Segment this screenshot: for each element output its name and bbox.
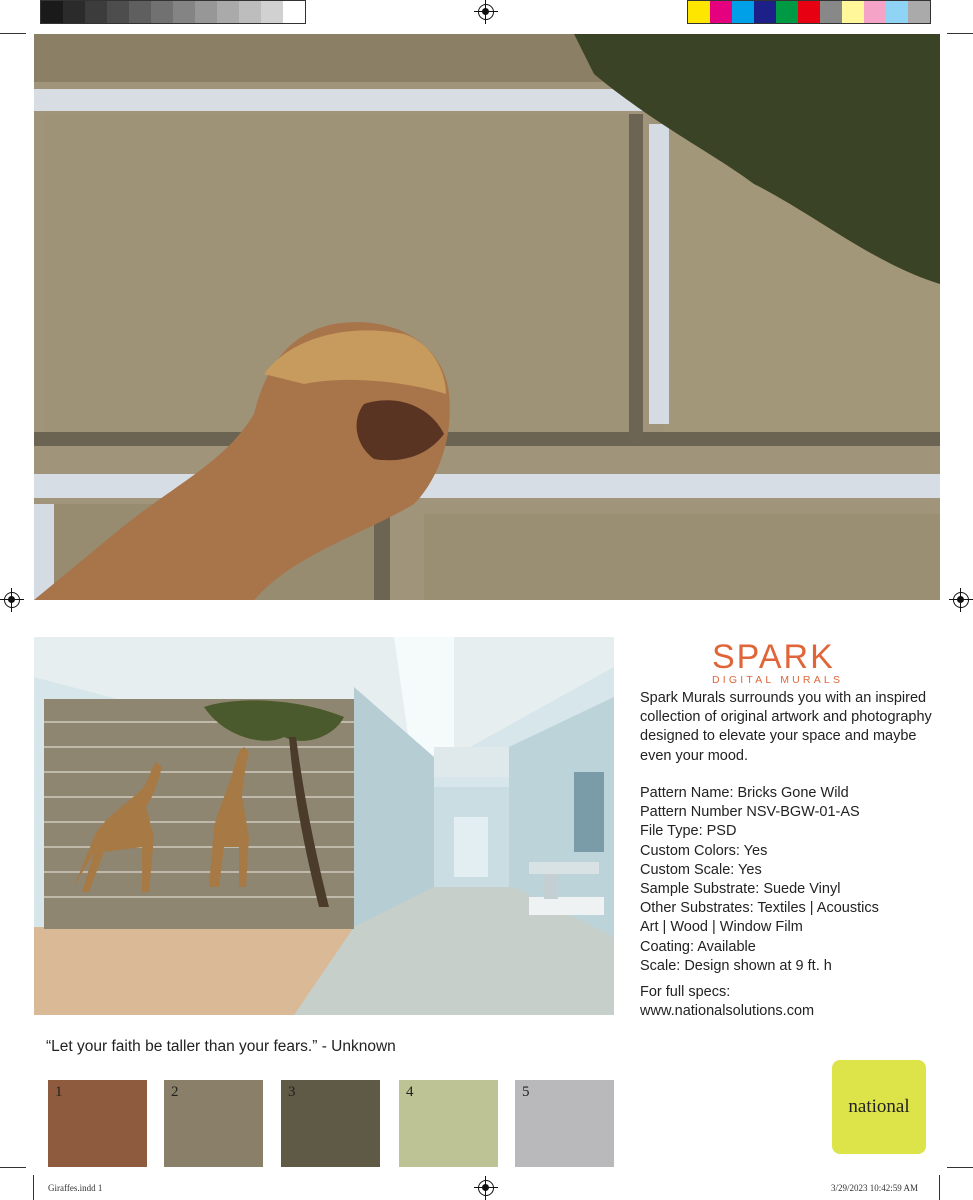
color-patch — [886, 1, 908, 23]
color-patch — [776, 1, 798, 23]
color-patch — [908, 1, 930, 23]
spec-line: Custom Scale: Yes — [640, 861, 762, 878]
footer-filename: Giraffes.indd 1 — [48, 1183, 103, 1193]
color-patch — [732, 1, 754, 23]
crop-mark — [0, 33, 26, 34]
national-logo — [832, 1060, 926, 1154]
spec-line: File Type: PSD — [640, 823, 737, 840]
swatch-number: 3 — [288, 1084, 296, 1100]
grayscale-patch — [195, 1, 217, 23]
registration-mark-icon — [478, 1180, 494, 1196]
grayscale-patch — [63, 1, 85, 23]
intro-paragraph: Spark Murals surrounds you with an inspired collection of original artwork and photography designed to elevate your space and maybe even your mood. — [640, 690, 932, 764]
color-patch — [820, 1, 842, 23]
grayscale-patch — [41, 1, 63, 23]
spec-line: Custom Colors: Yes — [640, 842, 768, 859]
national-wordmark: national — [848, 1096, 910, 1117]
spec-line: Art | Wood | Window Film — [640, 919, 803, 936]
spark-logo — [712, 640, 852, 686]
swatch-number: 4 — [406, 1084, 414, 1100]
color-patch — [754, 1, 776, 23]
color-swatch-2 — [164, 1080, 263, 1167]
crop-mark — [947, 1167, 973, 1168]
swatch-number: 5 — [522, 1084, 530, 1100]
registration-mark-icon — [4, 592, 20, 608]
color-patch — [842, 1, 864, 23]
color-swatch-3 — [281, 1080, 380, 1167]
grayscale-patch — [283, 1, 305, 23]
crop-mark — [0, 1167, 26, 1168]
spec-line: Pattern Number NSV-BGW-01-AS — [640, 804, 860, 821]
spec-line: Scale: Design shown at 9 ft. h — [640, 957, 832, 974]
crop-mark — [33, 1175, 34, 1200]
website-link[interactable]: www.nationalsolutions.com — [640, 1003, 815, 1020]
registration-mark-icon — [953, 592, 969, 608]
grayscale-patch — [151, 1, 173, 23]
swatch-number: 2 — [171, 1084, 179, 1100]
full-specs-label: For full specs: — [640, 984, 731, 1000]
spec-line: Coating: Available — [640, 938, 756, 955]
grayscale-patch — [173, 1, 195, 23]
swatch-number: 1 — [55, 1084, 63, 1100]
color-swatch-1 — [48, 1080, 147, 1167]
grayscale-bar — [40, 0, 306, 24]
full-specs — [640, 983, 940, 1021]
color-swatch-5 — [515, 1080, 614, 1167]
color-patch — [688, 1, 710, 23]
color-bar — [687, 0, 931, 24]
crop-mark — [947, 33, 973, 34]
spec-line: Pattern Name: Bricks Gone Wild — [640, 785, 849, 801]
pattern-specs — [640, 784, 940, 976]
grayscale-patch — [239, 1, 261, 23]
color-swatch-4 — [399, 1080, 498, 1167]
spec-line: Sample Substrate: Suede Vinyl — [640, 881, 841, 898]
footer-timestamp: 3/29/2023 10:42:59 AM — [831, 1183, 919, 1193]
room-render-image — [34, 637, 614, 1015]
grayscale-patch — [85, 1, 107, 23]
grayscale-patch — [261, 1, 283, 23]
color-patch — [710, 1, 732, 23]
color-patch — [798, 1, 820, 23]
crop-mark — [939, 1175, 940, 1200]
quote: “Let your faith be taller than your fears.” - Unknown — [46, 1038, 396, 1055]
logo-subtitle: DIGITAL MURALS — [712, 674, 844, 686]
grayscale-patch — [129, 1, 151, 23]
mural-closeup-image — [34, 34, 940, 600]
spec-line: Other Substrates: Textiles | Acoustics — [640, 900, 879, 917]
grayscale-patch — [107, 1, 129, 23]
logo-wordmark: SPARK — [712, 638, 835, 676]
registration-mark-icon — [478, 4, 494, 20]
grayscale-patch — [217, 1, 239, 23]
color-patch — [864, 1, 886, 23]
